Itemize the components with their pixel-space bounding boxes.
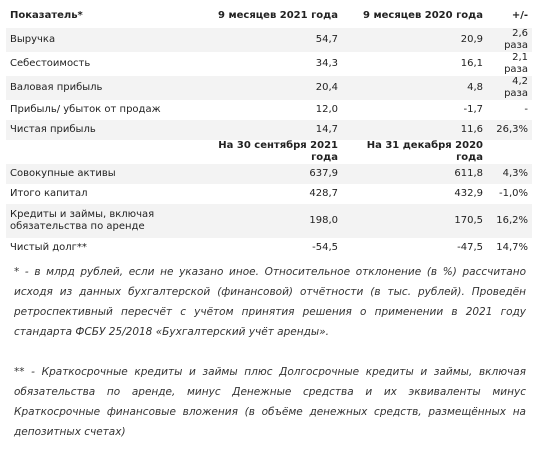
row-label: Выручка xyxy=(6,28,202,52)
table-row xyxy=(6,76,532,100)
table-row xyxy=(6,238,532,258)
value-2020: 4,8 xyxy=(342,76,487,100)
value-2021: 20,4 xyxy=(202,76,342,100)
value-2020: -47,5 xyxy=(457,242,483,253)
value-change: 2,6 раза xyxy=(487,28,532,52)
row-label: Валовая прибыль xyxy=(6,76,202,100)
table-row xyxy=(6,52,532,76)
footnote-units: * - в млрд рублей, если не указано иное. Относительное отклонение (в %) рассчитано исходя из данных бухгалтерской (финансовой) отчётности (в тыс. рублей). Проведён ретроспективный пересчёт с учётом принятия решения о применении в 2021 году стандарта ФСБУ 25/2018 «Бухгалтерский учёт аренды». xyxy=(14,266,526,338)
value-2020: 16,1 xyxy=(460,58,483,69)
value-change: 14,7% xyxy=(496,242,528,253)
table-row xyxy=(6,184,532,204)
value-2020: 11,6 xyxy=(342,120,487,140)
table-header-row xyxy=(6,4,532,28)
value-change: 16,2% xyxy=(487,204,532,238)
value-change: - xyxy=(524,104,528,115)
header-9m-2020: 9 месяцев 2020 года xyxy=(363,10,483,21)
table-row xyxy=(6,204,532,238)
header-9m-2021: 9 месяцев 2021 года xyxy=(218,10,338,21)
row-label: Чистая прибыль xyxy=(6,120,202,140)
value-2020: 170,5 xyxy=(342,204,487,238)
row-label: Итого капитал xyxy=(10,188,88,199)
header-dec-31-2020: На 31 декабря 2020 года xyxy=(366,140,483,163)
value-2021: 198,0 xyxy=(202,204,342,238)
value-2021: 637,9 xyxy=(202,164,342,184)
row-label: Кредиты и займы, включая обязательства по аренде xyxy=(6,204,202,238)
value-2020: -1,7 xyxy=(463,104,483,115)
header-indicator: Показатель* xyxy=(10,10,83,21)
table-row xyxy=(6,100,532,120)
row-label: Совокупные активы xyxy=(6,164,202,184)
table-row xyxy=(6,120,532,140)
table-row xyxy=(6,28,532,52)
footnote-net-debt: ** - Краткосрочные кредиты и займы плюс Долгосрочные кредиты и займы, включая обязательства по аренде, минус Денежные средства и их эквиваленты минус Краткосрочные финансовые вложения (в объёме денежных средств, размещённых на депозитных счетах) xyxy=(14,366,526,438)
value-2021: 34,3 xyxy=(315,58,338,69)
value-2021: 14,7 xyxy=(202,120,342,140)
row-label: Прибыль/ убыток от продаж xyxy=(10,104,161,115)
value-2020: 611,8 xyxy=(342,164,487,184)
header-sep-30-2021: На 30 сентября 2021 года xyxy=(218,140,338,163)
row-label: Себестоимость xyxy=(10,58,91,69)
value-2020: 20,9 xyxy=(342,28,487,52)
value-change: 2,1 раза xyxy=(504,52,528,75)
value-2021: 54,7 xyxy=(202,28,342,52)
row-label: Чистый долг** xyxy=(10,242,87,253)
table-subheader-row xyxy=(6,140,532,164)
value-change: -1,0% xyxy=(498,188,528,199)
table-row xyxy=(6,164,532,184)
value-change: 4,3% xyxy=(487,164,532,184)
header-change: +/- xyxy=(511,10,528,21)
value-2021: 12,0 xyxy=(315,104,338,115)
value-2021: 428,7 xyxy=(309,188,338,199)
value-2020: 432,9 xyxy=(454,188,483,199)
value-change: 4,2 раза xyxy=(487,76,532,100)
value-change: 26,3% xyxy=(487,120,532,140)
financial-table xyxy=(6,4,532,258)
value-2021: -54,5 xyxy=(312,242,338,253)
